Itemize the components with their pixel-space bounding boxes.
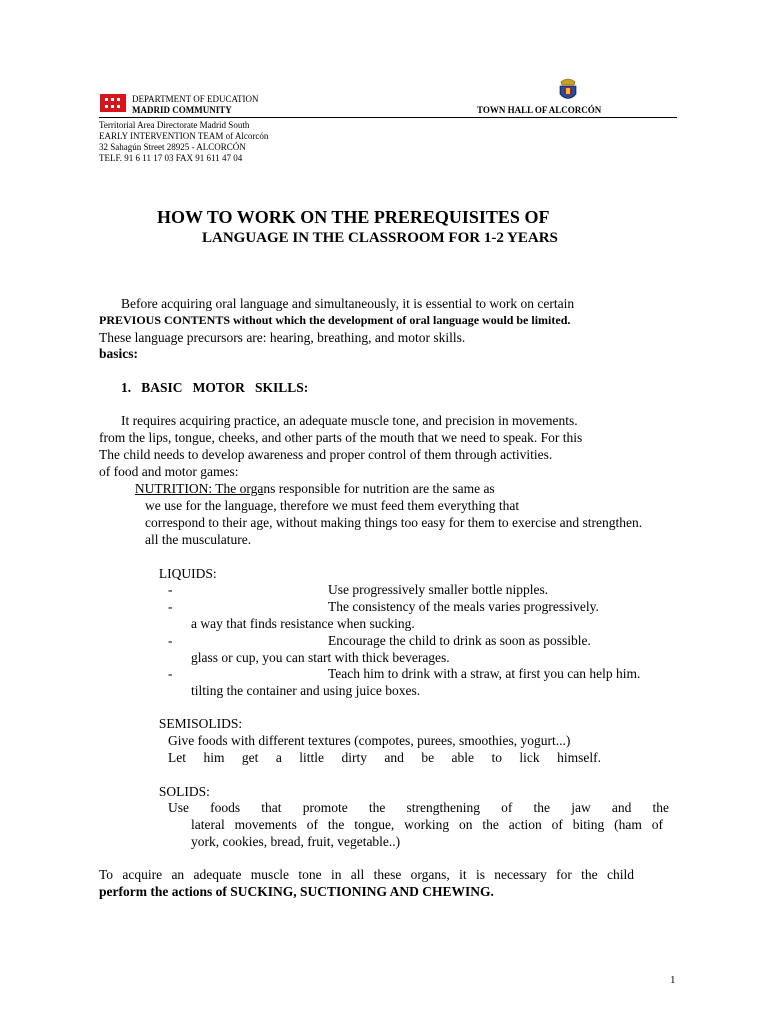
nutrition-line: correspond to their age, without making things too easy for them to exercise and strengthen. [145,515,643,530]
solids-line: Use foods that promote the strengthening of the jaw and the [168,800,669,815]
paragraph-line: It requires acquiring practice, an adequate muscle tone, and precision in movements. [121,413,578,428]
intro-line-3: These language precursors are: hearing, breathing, and motor skills. [99,330,466,345]
page-number: 1 [670,974,676,986]
paragraph-line: from the lips, tongue, cheeks, and other parts of the mouth that we need to speak. For this [99,430,583,445]
address-line: 32 Sahagún Street 28925 - ALCORCÓN [99,142,246,152]
nutrition-item [121,481,495,497]
section-heading: 1. BASIC MOTOR SKILLS: [121,380,309,395]
liquids-label: LIQUIDS: [145,566,203,581]
bullet-icon [121,481,132,496]
semisolids-line: Let him get a little dirty and be able to lick himself. [168,750,601,765]
address-line: EARLY INTERVENTION TEAM of Alcorcón [99,131,269,141]
paragraph-line: The child needs to develop awareness and proper control of them through activities. [99,447,553,462]
solids-line: lateral movements of the tongue, working on the action of biting (ham of [191,817,663,832]
town-hall-label: TOWN HALL OF ALCORCÓN [477,105,602,115]
nutrition-line: we use for the language, therefore we must feed them everything that [145,498,520,513]
madrid-community-logo [100,94,126,112]
liquids-item-cont: a way that finds resistance when sucking. [191,616,415,631]
intro-line-2: PREVIOUS CONTENTS without which the development of oral language would be limited. [99,313,571,327]
closing-line-2: perform the actions of SUCKING, SUCTIONING AND CHEWING. [99,884,494,899]
liquids-item: Encourage the child to drink as soon as possible. [328,633,591,648]
bullet-icon [145,566,156,581]
header-divider [99,117,677,118]
dash-marker: - [168,633,173,648]
solids-line: york, cookies, bread, fruit, vegetable..) [191,834,401,849]
intro-line-4: basics: [99,346,139,361]
nutrition-line: all the musculature. [145,532,252,547]
dept-line-1: DEPARTMENT OF EDUCATION [132,94,259,104]
closing-line-1: To acquire an adequate muscle tone in all these organs, it is necessary for the child [99,867,634,882]
dept-line-2: MADRID COMMUNITY [132,105,232,115]
nutrition-label: NUTRITION: The orga [121,481,250,496]
semisolids-line: Give foods with different textures (compotes, purees, smoothies, yogurt...) [168,733,571,748]
solids-label: SOLIDS: [145,784,197,799]
address-line: TELF. 91 6 11 17 03 FAX 91 611 47 04 [99,153,243,163]
bullet-icon [145,716,156,731]
liquids-item-cont: tilting the container and using juice boxes. [191,683,421,698]
dash-marker: - [168,599,173,614]
document-title-line-2: LANGUAGE IN THE CLASSROOM FOR 1-2 YEARS [202,230,558,246]
dash-marker: - [168,582,173,597]
semisolids-heading [145,716,242,732]
liquids-item: Use progressively smaller bottle nipples. [328,582,549,597]
address-line: Territorial Area Directorate Madrid South [99,120,250,130]
liquids-item: Teach him to drink with a straw, at first you can help him. [328,666,641,681]
semisolids-label: SEMISOLIDS: [145,716,229,731]
solids-heading [145,784,210,800]
paragraph-line: of food and motor games: [99,464,239,479]
document-title-line-1: HOW TO WORK ON THE PREREQUISITES OF [157,207,550,227]
intro-line-1: Before acquiring oral language and simultaneously, it is essential to work on certain [121,296,575,311]
liquids-heading [145,566,217,582]
liquids-item-cont: glass or cup, you can start with thick beverages. [191,650,450,665]
liquids-item: The consistency of the meals varies progressively. [328,599,599,614]
nutrition-text: ns responsible for nutrition are the same as [249,481,481,496]
alcorcon-crest-icon [557,76,579,104]
dash-marker: - [168,666,173,681]
bullet-icon [145,784,156,799]
